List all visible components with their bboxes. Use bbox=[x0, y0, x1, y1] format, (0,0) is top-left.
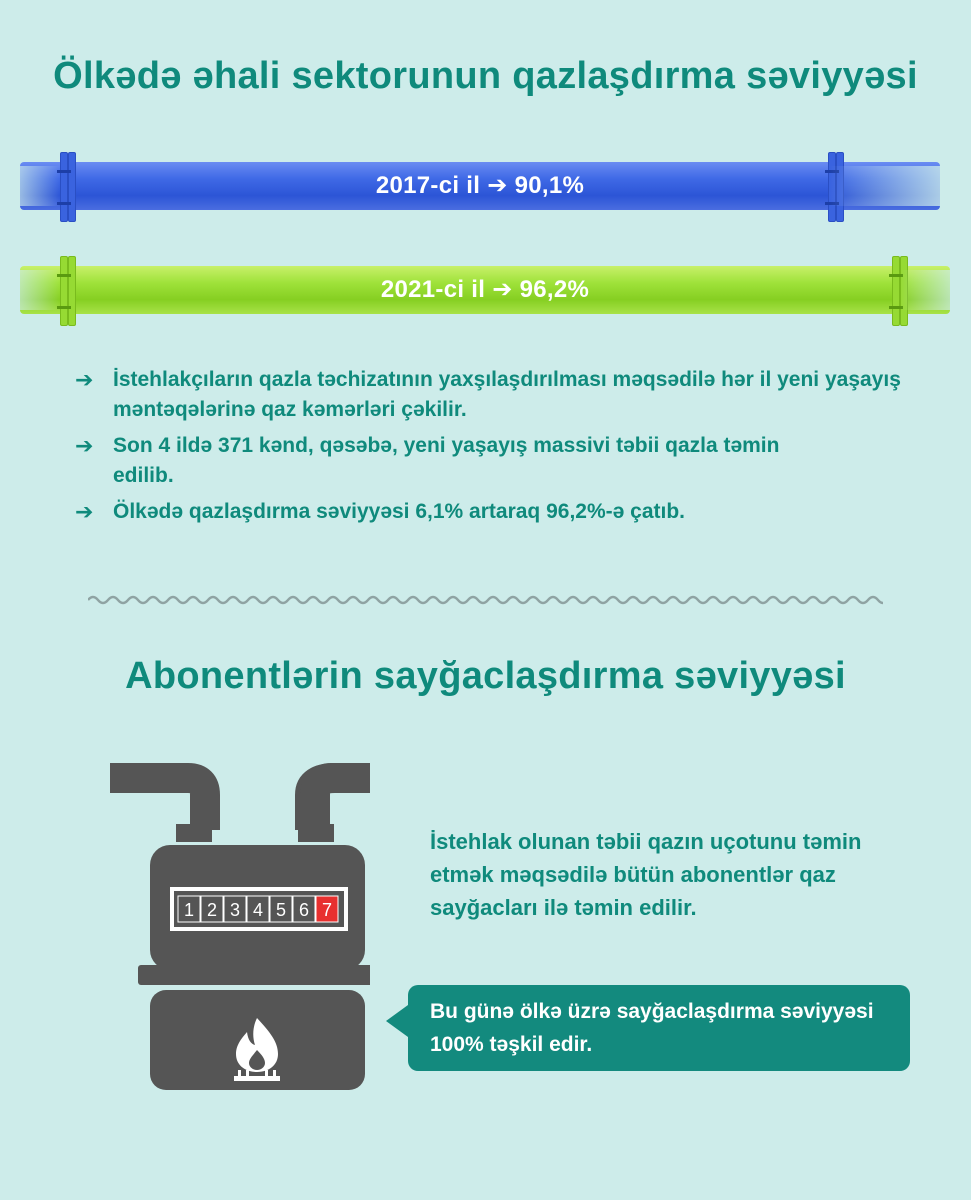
bullet-item bbox=[75, 431, 935, 491]
section2-title: Abonentlərin sayğaclaşdırma səviyyəsi bbox=[125, 655, 846, 697]
meter-digit: 6 bbox=[298, 900, 310, 920]
gas-meter-illustration bbox=[110, 760, 370, 1100]
meter-counter bbox=[178, 896, 338, 922]
bullet-list bbox=[75, 365, 935, 533]
bullet-text: Son 4 ildə 371 kənd, qəsəbə, yeni yaşayış massivi təbii qazla təmin edilib. bbox=[113, 434, 780, 487]
meter-digit: 5 bbox=[275, 900, 287, 920]
pipe-bar-2021 bbox=[20, 266, 950, 314]
pipe-bar-2017 bbox=[20, 162, 940, 210]
meter-digit: 1 bbox=[183, 900, 195, 920]
callout-bubble bbox=[408, 985, 910, 1071]
bar-label-2017: 2017-ci il ➔ 90,1% bbox=[375, 172, 585, 199]
meter-description: İstehlak olunan təbii qazın uçotunu təmin etmək məqsədilə bütün abonentlər qaz sayğacları ilə təmin edilir. bbox=[430, 829, 862, 920]
arrow-right-icon: ➔ bbox=[75, 367, 94, 392]
section1-title: Ölkədə əhali sektorunun qazlaşdırma səviyyəsi bbox=[53, 55, 918, 97]
arrow-right-icon: ➔ bbox=[75, 499, 94, 524]
callout-text: Bu günə ölkə üzrə sayğaclaşdırma səviyyəsi 100% təşkil edir. bbox=[430, 1000, 874, 1056]
meter-digit: 2 bbox=[206, 900, 218, 920]
wavy-divider bbox=[88, 592, 883, 608]
bullet-item bbox=[75, 497, 935, 527]
meter-digit: 3 bbox=[229, 900, 241, 920]
meter-digit: 4 bbox=[252, 900, 264, 920]
bullet-text: İstehlakçıların qazla təchizatının yaxşılaşdırılması məqsədilə hər il yeni yaşayış məntəqələrinə qaz kəmərləri çəkilir. bbox=[113, 368, 901, 421]
bar-label-2021: 2021-ci il ➔ 96,2% bbox=[380, 276, 590, 303]
bullet-text: Ölkədə qazlaşdırma səviyyəsi 6,1% artaraq 96,2%-ə çatıb. bbox=[113, 500, 685, 523]
meter-digit: 7 bbox=[321, 900, 333, 920]
arrow-right-icon: ➔ bbox=[75, 433, 94, 458]
bullet-item bbox=[75, 365, 935, 425]
